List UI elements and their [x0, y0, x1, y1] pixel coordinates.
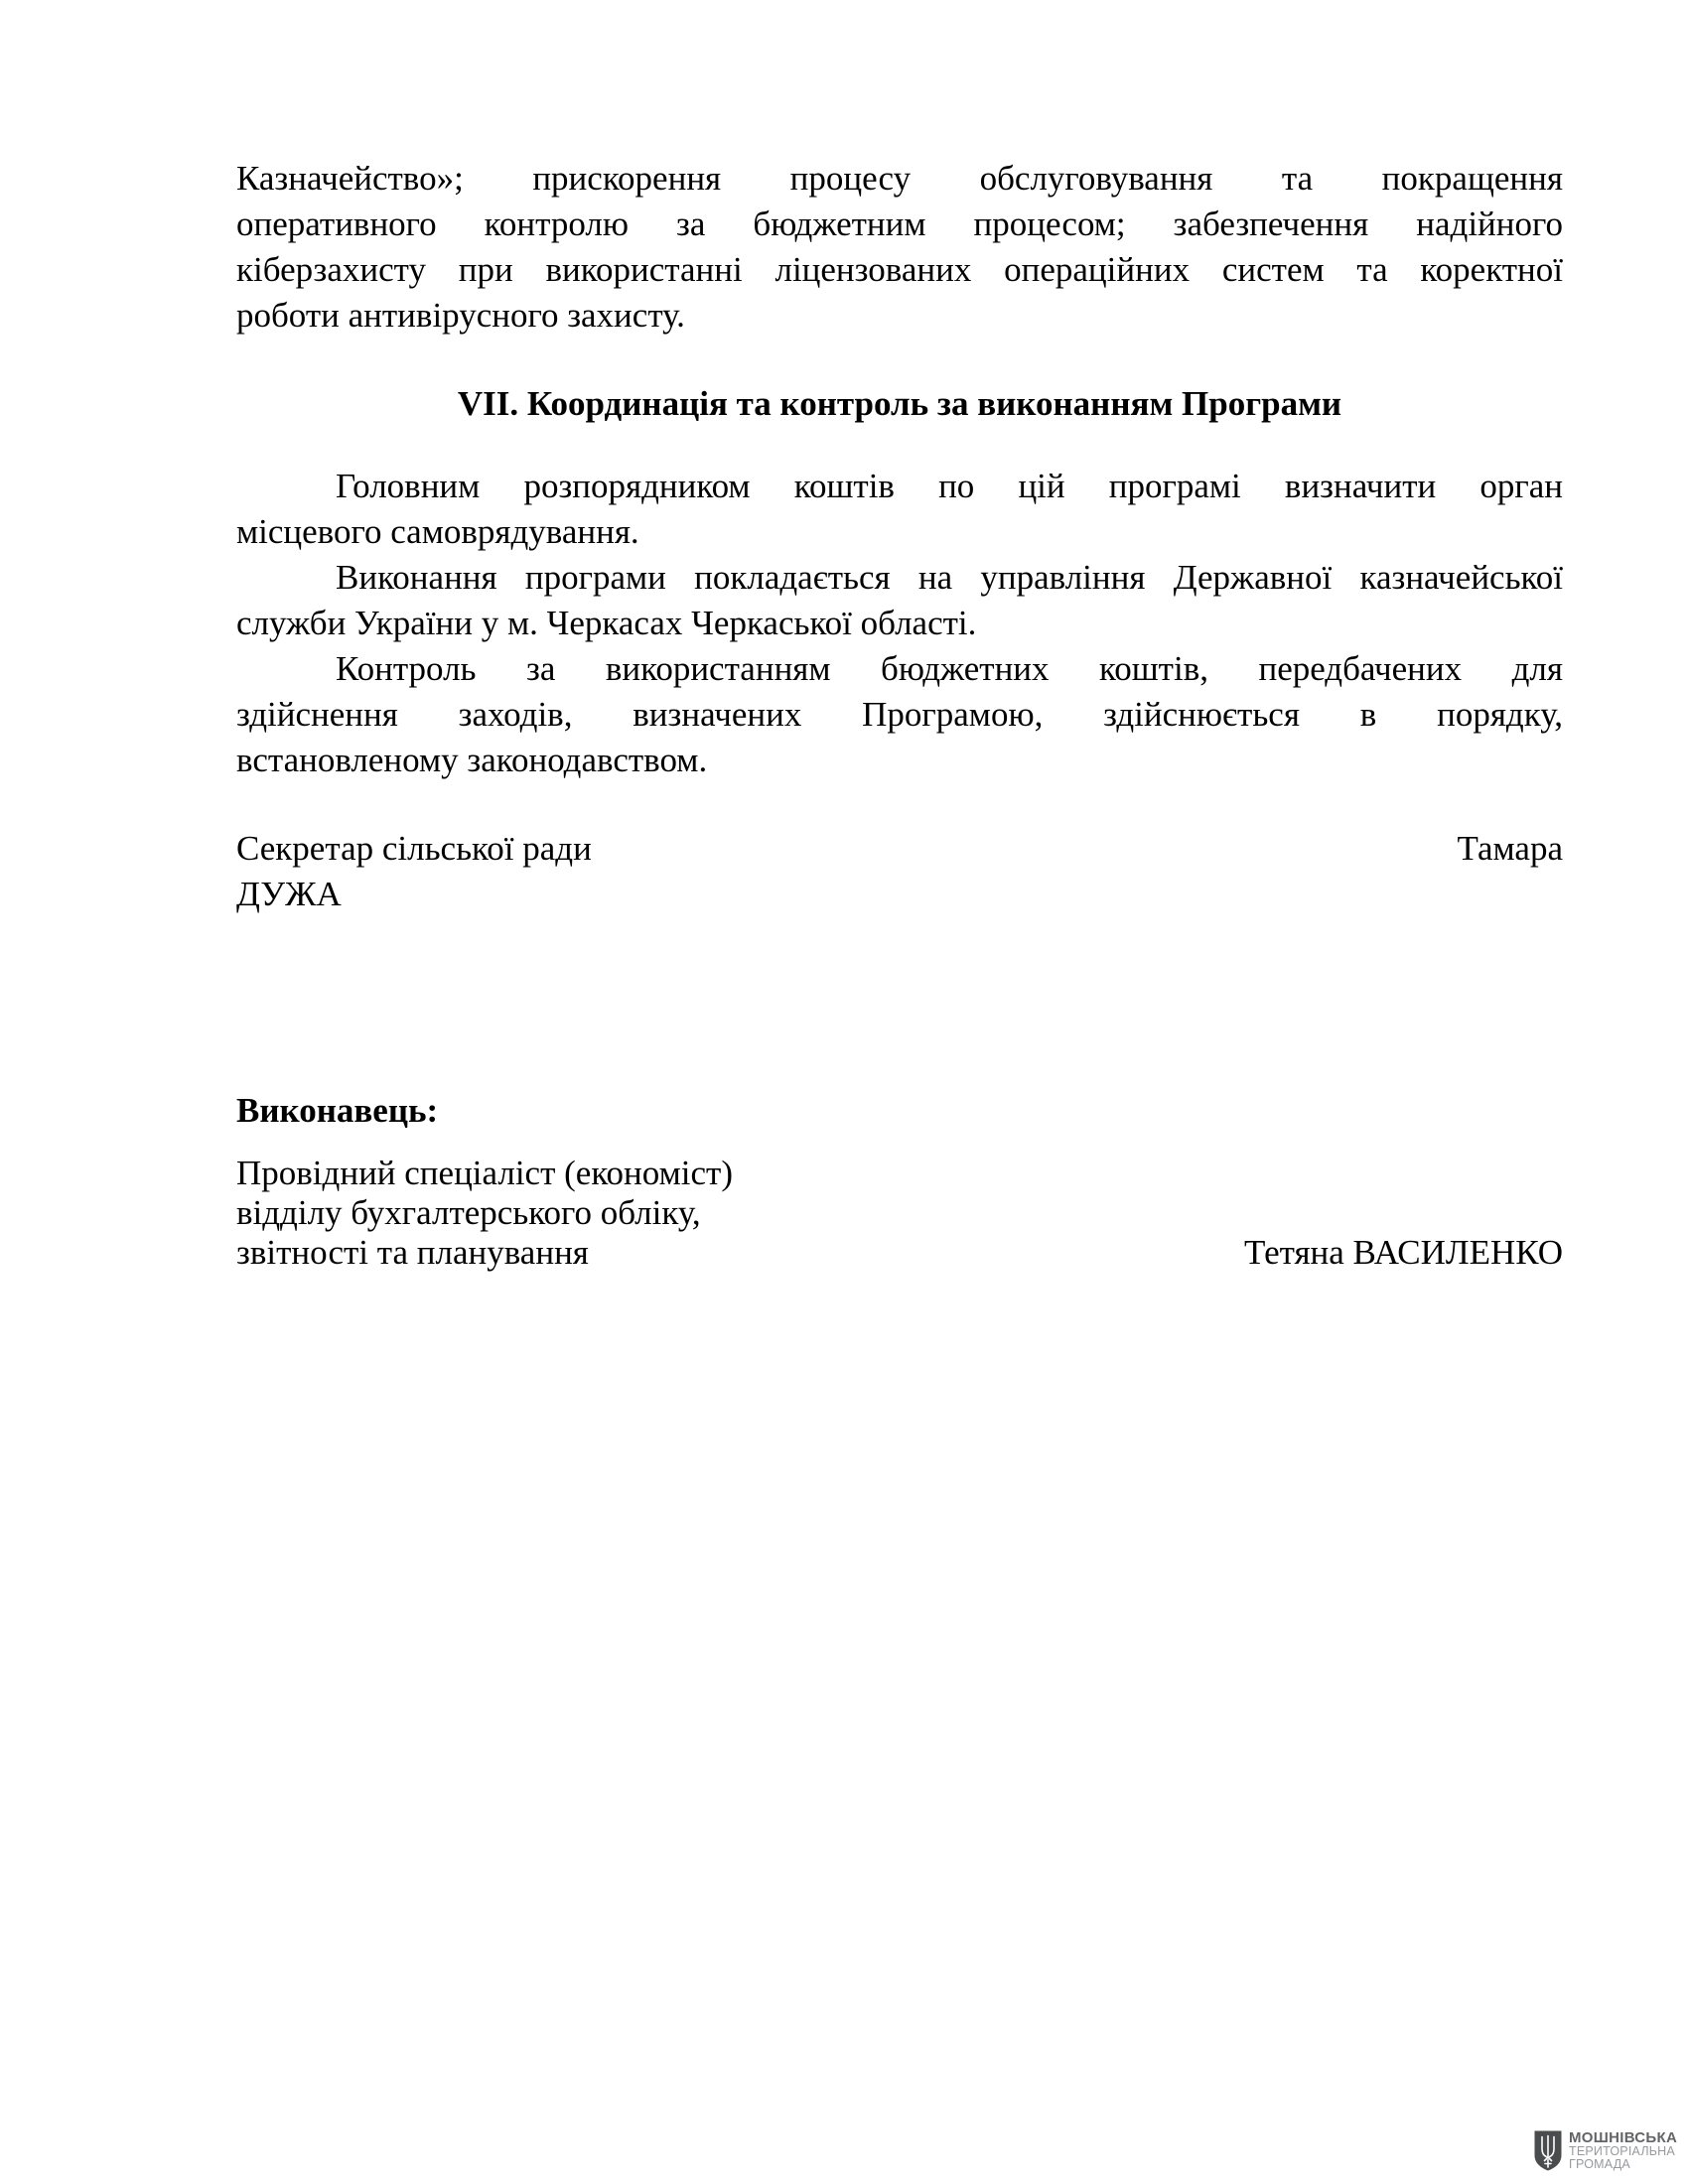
executor-name: Тетяна ВАСИЛЕНКО — [1244, 1233, 1563, 1272]
body-line: здійснення заходів, визначених Програмою, здійснюється в порядку, — [236, 695, 1563, 734]
secretary-last-name: ДУЖА — [236, 875, 342, 913]
body-line: встановленому законодавством. — [236, 741, 708, 779]
executor-position-line: звітності та планування — [236, 1233, 589, 1272]
secretary-title: Секретар сільської ради — [236, 829, 592, 868]
body-line: Виконання програми покладається на управління Державної казначейської — [336, 558, 1563, 597]
trident-shield-icon — [1533, 2129, 1563, 2172]
executor-position-line: відділу бухгалтерського обліку, — [236, 1193, 701, 1232]
body-line: оперативного контролю за бюджетним процесом; забезпечення надійного — [236, 205, 1563, 243]
body-line: Казначейство»; прискорення процесу обслуговування та покращення — [236, 159, 1563, 198]
body-line: служби України у м. Черкасах Черкаської області. — [236, 604, 977, 642]
body-line: роботи антивірусного захисту. — [236, 296, 685, 335]
paragraph-2 — [236, 464, 1563, 555]
executor-details — [236, 1154, 1563, 1273]
logo-subtitle-1: ТЕРИТОРІАЛЬНА — [1569, 2144, 1675, 2158]
paragraph-3 — [236, 555, 1563, 646]
body-line: Головним розпорядником коштів по цій програмі визначити орган — [336, 467, 1563, 505]
logo-title: МОШНІВСЬКА — [1569, 2129, 1678, 2146]
signature-secretary — [236, 826, 1563, 917]
section-heading: VII. Координація та контроль за виконанням Програми — [457, 384, 1342, 423]
body-paragraphs — [236, 464, 1563, 783]
signature-line — [236, 826, 1563, 872]
executor-signature-line — [236, 1233, 1563, 1273]
body-line: місцевого самоврядування. — [236, 512, 639, 551]
paragraph-1 — [236, 156, 1563, 339]
body-line: кіберзахисту при використанні ліцензованих операційних систем та коректної — [236, 250, 1563, 289]
secretary-first-name: Тамара — [1457, 829, 1563, 868]
executor-label: Виконавець: — [236, 1091, 439, 1130]
body-line: Контроль за використанням бюджетних коштів, передбачених для — [336, 649, 1563, 688]
paragraph-4 — [236, 646, 1563, 783]
logo-text — [1569, 2129, 1677, 2171]
logo-moshnivska-hromada — [1533, 2129, 1677, 2172]
executor-position-line: Провідний спеціаліст (економіст) — [236, 1154, 733, 1192]
logo-subtitle-2: ГРОМАДА — [1569, 2157, 1630, 2171]
